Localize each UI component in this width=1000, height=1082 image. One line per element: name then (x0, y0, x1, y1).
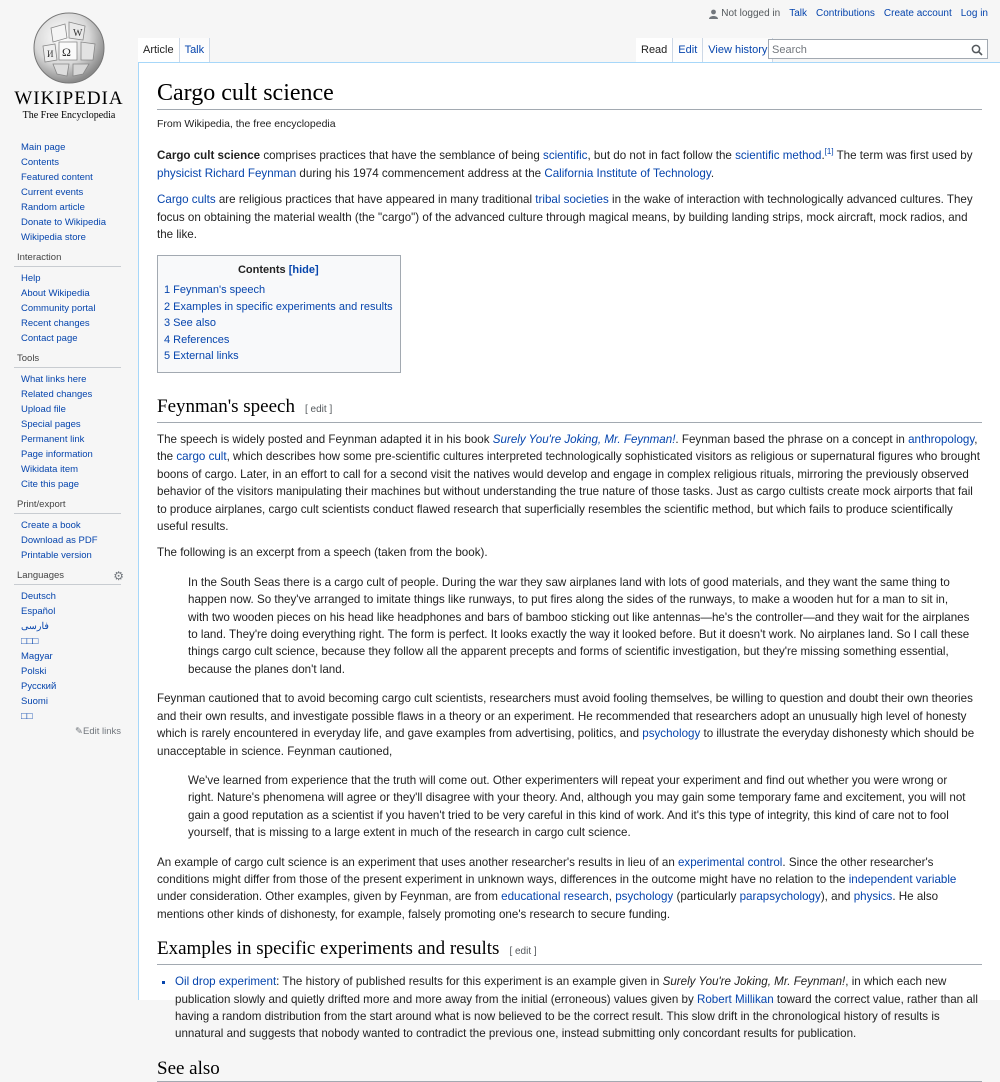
toc-hide-toggle[interactable]: [hide] (288, 264, 319, 277)
sidebar-item-related-changes[interactable]: Related changes (21, 389, 93, 400)
language-link[interactable]: Suomi (21, 696, 48, 707)
languages-portal (14, 569, 124, 737)
text: , (608, 890, 616, 904)
text: Feynman cautioned that to avoid becoming cargo cult scientists, researchers must avoid fooling themselves, be willing to question and doubt their own theories and their own results, and investigate possible flaws in a theory or an experiment. He recommended that researchers adopt an unusually high level of honesty which is rarely encountered in everyday life, and gave examples from advertising, politics, and (157, 692, 973, 741)
talk-link[interactable]: Talk (789, 8, 807, 19)
link-book[interactable]: Surely You're Joking, Mr. Feynman! (492, 433, 676, 446)
divider (14, 584, 121, 585)
sidebar-item-wikidata-item[interactable]: Wikidata item (21, 464, 79, 475)
sidebar-item-create-book[interactable]: Create a book (21, 520, 81, 531)
text: , the (157, 433, 978, 464)
text: . Feynman based the phrase on a concept in (675, 433, 909, 446)
svg-text:W: W (73, 28, 83, 39)
sidebar-item-featured-content[interactable]: Featured content (21, 172, 93, 183)
link-physicist[interactable]: physicist (157, 166, 202, 180)
language-link[interactable]: □□□ (21, 636, 39, 647)
sidebar-item-download-pdf[interactable]: Download as PDF (21, 535, 98, 546)
site-subtitle: From Wikipedia, the free encyclopedia (157, 118, 336, 130)
search-input[interactable] (769, 41, 959, 59)
globe-icon (31, 10, 107, 86)
text: : The history of published results for this experiment is an example given in (276, 975, 663, 989)
section-heading-feynman (157, 395, 982, 423)
pencil-icon: ✎ (75, 726, 83, 737)
languages-heading-label: Languages (17, 570, 65, 581)
search-box (768, 39, 988, 59)
navigation-list (14, 140, 121, 245)
link-physics[interactable]: physics (853, 890, 893, 904)
svg-text:И: И (47, 49, 54, 59)
link-cargo-cults[interactable]: Cargo cults (157, 193, 216, 207)
language-link[interactable]: فارسی (21, 621, 49, 632)
text: The term was first used by (833, 149, 973, 163)
search-icon[interactable] (971, 43, 983, 61)
sidebar-item-special-pages[interactable]: Special pages (21, 419, 81, 430)
page-title: Cargo cult science (157, 79, 982, 110)
print-portal (14, 498, 121, 563)
paragraph (157, 854, 982, 924)
tab-article-label: Article (143, 44, 174, 56)
svg-text:Ω: Ω (62, 45, 71, 59)
examples-list (175, 973, 982, 1043)
sidebar-item-permanent-link[interactable]: Permanent link (21, 434, 85, 445)
toc-item[interactable]: 5 External links (164, 350, 239, 363)
sidebar-item-current-events[interactable]: Current events (21, 187, 84, 198)
edit-links-label: Edit links (82, 726, 121, 737)
tab-history[interactable]: View history (703, 38, 773, 62)
wikipedia-logo[interactable] (0, 0, 138, 140)
interaction-heading: Interaction (17, 252, 62, 263)
intro-paragraph: Cargo cult science comprises practices that have the semblance of being scientific, but do not in fact follow the scientific method.[1] The term was first used by physicist Richard Feynman during his 1974 commencement address at the California Institute of Technology. (157, 147, 973, 180)
link-cargo-cult[interactable]: cargo cult (176, 450, 227, 464)
section-heading-see-also: See also (157, 1057, 982, 1082)
text: , in which each new publication slowly and quietly drifted more and more away from the initial (erroneous) values given by (175, 975, 947, 1006)
section-edit-link[interactable]: [ edit ] (304, 404, 333, 415)
create-account-link[interactable]: Create account (883, 8, 952, 19)
text: , but do not in fact follow the (587, 149, 736, 163)
tools-heading: Tools (17, 353, 40, 364)
sidebar-item-upload-file[interactable]: Upload file (21, 404, 66, 415)
sidebar-item-contents[interactable]: Contents (21, 157, 60, 168)
link-educational-research[interactable]: educational research (501, 890, 609, 904)
link-richard-feynman[interactable]: Richard Feynman (204, 166, 297, 180)
personal-tools (709, 8, 988, 19)
text: are religious practices that have appeared in many traditional (215, 193, 536, 207)
language-link[interactable]: Español (21, 606, 56, 617)
text: in the wake of interaction with technologically advanced cultures. They focus on obtaining the material wealth (the "cargo") of the advanced culture through magical means, by building landing strips, mock aircraft, mock radios, and the like. (157, 193, 973, 242)
navigation-portal (14, 140, 121, 245)
book-title: Surely You're Joking, Mr. Feynman! (662, 975, 846, 989)
sidebar-item-help[interactable]: Help (21, 273, 41, 284)
reference-link[interactable]: [1] (824, 147, 834, 157)
divider (14, 513, 121, 514)
link-oil-drop-experiment[interactable]: Oil drop experiment (175, 975, 277, 989)
divider (14, 266, 121, 267)
sidebar-item-page-information[interactable]: Page information (21, 449, 93, 460)
tools-portal (14, 352, 121, 492)
list-item (175, 973, 982, 1043)
sidebar-item-what-links-here[interactable]: What links here (21, 374, 87, 385)
language-link[interactable]: Deutsch (21, 591, 56, 602)
wordmark: WIKIPEDIA (14, 88, 124, 109)
text: toward the correct value, rather than all having a random distribution from the start around what is now believed to be the correct result. This slow drift in the chronological history of results is unnatural and suggests that nobody wanted to contradict the previous one, instead submitting only concordant results for publication. (175, 992, 978, 1041)
sidebar-item-printable-version[interactable]: Printable version (21, 550, 92, 561)
tab-talk[interactable]: Talk (180, 38, 211, 62)
tab-article[interactable] (138, 38, 180, 62)
sidebar-item-store[interactable]: Wikipedia store (21, 232, 86, 243)
text: under consideration. Other examples, given by Feynman, are from (157, 890, 502, 904)
toc-item[interactable]: 3 See also (164, 317, 216, 330)
gear-icon[interactable]: ⚙ (113, 569, 124, 583)
link-psychology[interactable]: psychology (642, 727, 701, 741)
namespace-tabs (138, 38, 210, 62)
toc-header (164, 262, 393, 279)
text: . (710, 166, 715, 180)
section-title: Feynman's speech (157, 396, 295, 417)
text: ), and (820, 890, 854, 904)
paragraph (157, 431, 982, 535)
contributions-link[interactable]: Contributions (816, 8, 875, 19)
link-robert-millikan[interactable]: Robert Millikan (696, 992, 774, 1006)
link-independent-variable[interactable]: independent variable (848, 872, 957, 886)
not-logged-in (709, 8, 780, 19)
section-title: Examples in specific experiments and results (157, 938, 500, 960)
toc-title: Contents (237, 264, 286, 277)
tagline: The Free Encyclopedia (22, 110, 116, 121)
paragraph (157, 690, 982, 760)
interaction-portal (14, 251, 121, 346)
link-experimental-control[interactable]: experimental control (677, 855, 783, 869)
link-scientific[interactable]: scientific (543, 149, 588, 163)
login-link[interactable]: Log in (960, 8, 988, 19)
tab-read[interactable]: Read (636, 38, 673, 62)
section-heading-examples (157, 937, 982, 965)
toc-item[interactable]: 2 Examples in specific experiments and results (164, 300, 393, 313)
text: , which describes how some pre-scientific cultures interpreted technologically sophisticated visitors as religious or supernatural figures who brought boons of cargo. Later, in an effort to call for a second visit the natives would develop and engage in complex religious rituals, mirroring the previously observed behavior of the visitors manipulating their machines but without understanding the true nature of those tasks. Just as cargo cultists create mock airports that fail to produce airplanes, cargo cult scientists conduct flawed research that superficially resembles the scientific method, but which fails to produce scientifically useful results. (157, 450, 980, 534)
text: (particularly (673, 890, 740, 904)
sidebar-item-main-page[interactable]: Main page (21, 142, 66, 153)
print-heading: Print/export (17, 499, 66, 510)
sidebar-item-contact[interactable]: Contact page (21, 333, 78, 344)
user-icon (709, 9, 718, 19)
table-of-contents (157, 255, 401, 373)
intro-paragraph-2 (157, 191, 982, 243)
text: . He also mentions other kinds of dishonesty, for example, falsely promoting one's research to secure funding. (157, 890, 939, 921)
text: . Since the other researcher's conditions might differ from those of the present experiment in unknown ways, differences in the outcome might have no relation to the (157, 855, 934, 886)
language-link[interactable]: Polski (21, 666, 47, 677)
tab-edit[interactable]: Edit (673, 38, 703, 62)
bold-term: Cargo cult science (157, 149, 261, 163)
sidebar (0, 140, 138, 737)
text: during his 1974 commencement address at the (296, 166, 545, 180)
sidebar-item-random-article[interactable]: Random article (21, 202, 85, 213)
edit-links[interactable] (14, 726, 121, 737)
sidebar-item-community-portal[interactable]: Community portal (21, 303, 96, 314)
link-parapsychology[interactable]: parapsychology (739, 890, 821, 904)
link-psychology[interactable]: psychology (615, 890, 674, 904)
text: to illustrate the everyday dishonesty which should be unacceptable in science. Feynman cautioned, (157, 727, 975, 758)
languages-heading (17, 569, 124, 583)
sidebar-item-recent-changes[interactable]: Recent changes (21, 318, 90, 329)
article-content (138, 62, 1000, 1079)
sidebar-item-donate[interactable]: Donate to Wikipedia (21, 217, 107, 228)
link-caltech[interactable]: California Institute of Technology (544, 166, 711, 180)
link-tribal-societies[interactable]: tribal societies (535, 193, 609, 207)
not-logged-in-label: Not logged in (721, 8, 781, 19)
toc-item[interactable]: 1 Feynman's speech (164, 284, 266, 297)
language-link[interactable]: Русский (21, 681, 57, 692)
sidebar-item-cite-page[interactable]: Cite this page (21, 479, 80, 490)
language-link[interactable]: □□ (21, 711, 33, 722)
view-tabs (636, 38, 773, 62)
sidebar-item-about[interactable]: About Wikipedia (21, 288, 90, 299)
text: An example of cargo cult science is an experiment that uses another researcher's results in lieu of an (157, 855, 678, 869)
language-link[interactable]: Magyar (21, 651, 53, 662)
text: The speech is widely posted and Feynman adapted it in his book (157, 433, 493, 446)
quote: We've learned from experience that the truth will come out. Other experimenters will repeat your experiment and find out whether you were wrong or right. Nature's phenomena will agree or they'll disagree with your theory. And, although you may gain some temporary fame and excitement, you will not gain a good reputation as a scientist if you haven't tried to be very careful in this kind of work. And it's this type of integrity, this kind of care not to fool yourself, that is missing to a large extent in much of the research in cargo cult science. (188, 773, 966, 840)
link-anthropology[interactable]: anthropology (908, 433, 975, 446)
toc-item[interactable]: 4 References (164, 333, 230, 346)
section-edit-link[interactable]: [ edit ] (509, 946, 537, 958)
link-scientific-method[interactable]: scientific method (735, 149, 822, 163)
paragraph: The following is an excerpt from a speech (taken from the book). (157, 546, 488, 560)
divider (14, 367, 121, 368)
text: comprises practices that have the semblance of being (260, 149, 544, 163)
quote: In the South Seas there is a cargo cult of people. During the war they saw airplanes land with lots of good materials, and they want the same thing to happen now. So they've arranged to imitate things like runways, to put fires along the sides of the runways, to make a wooden hut for a man to sit in, with two wooden pieces on his head like headphones and bars of bamboo sticking out like antennas—he's the controller—and they wait for the airplanes to land. They're doing everything right. The form is perfect. It looks exactly the way it looked before. But it doesn't work. No airplanes land. So I call these things cargo cult science, because they follow all the apparent precepts and forms of scientific investigation, but they're missing something essential, because the planes don't land. (188, 575, 970, 676)
